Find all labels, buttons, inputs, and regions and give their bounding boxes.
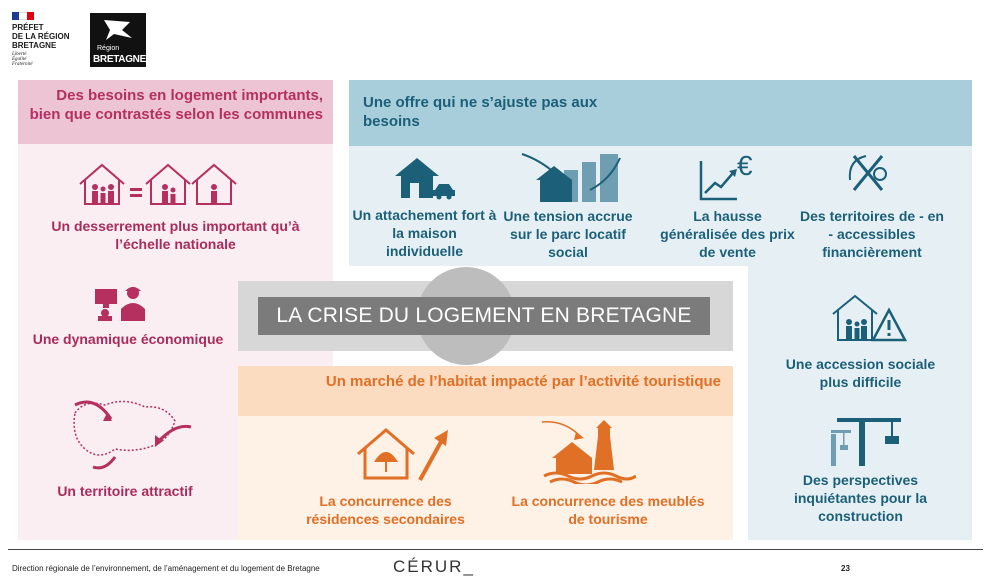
footer-divider — [8, 549, 983, 550]
left-item-3-label: Un territoire attractif — [57, 483, 193, 499]
right-item-1-label: Une accession sociale plus difficile — [785, 356, 936, 390]
cerur-logo: CÉRUR_ — [393, 557, 475, 576]
left-item-2-label: Une dynamique économique — [32, 331, 224, 347]
prefet-line-2: DE LA RÉGION — [12, 32, 70, 41]
ermine-icon — [100, 16, 136, 44]
brittany-map-arrows-icon — [65, 393, 195, 473]
prefet-line-1: PRÉFET — [12, 23, 44, 32]
left-panel-title: Des besoins en logement importants, bien que contrastés selon les communes — [29, 87, 323, 123]
no-access-icon — [844, 150, 890, 196]
prefet-logo — [12, 12, 92, 67]
house-car-icon — [393, 156, 457, 200]
region-logo-line1: Région — [97, 45, 120, 52]
region-logo-line2: BRETAGNE — [93, 54, 146, 65]
bottom-panel-header — [238, 366, 733, 416]
crane-icon — [829, 414, 905, 466]
price-rise-euro-icon — [697, 147, 761, 203]
motto-line-1: Liberté — [12, 52, 27, 57]
crisis-title: LA CRISE DU LOGEMENT EN BRETAGNE — [258, 297, 710, 335]
bottom-item-2-label: La concurrence des meublés de tourisme — [511, 493, 705, 527]
house-family-equals-icon — [78, 162, 238, 208]
region-bretagne-logo — [90, 13, 146, 67]
bottom-item-1-label: La concurrence des résidences secondaires — [306, 493, 465, 527]
top-item-3-label: La hausse généralisée des prix de vente — [660, 208, 795, 260]
left-item-1-label: Un desserrement plus important qu’à l’échelle nationale — [51, 218, 300, 252]
motto-line-3: Fraternité — [12, 62, 33, 67]
left-panel-header — [18, 80, 333, 144]
bottom-panel-title: Un marché de l’habitat impacté par l’activité touristique — [325, 373, 721, 390]
top-item-2-label: Une tension accrue sur le parc locatif social — [503, 208, 633, 260]
right-item-2-label: Des perspectives inquiétantes pour la construction — [793, 472, 927, 524]
svg-text:€: € — [737, 150, 753, 181]
page-number: 23 — [841, 564, 850, 573]
house-umbrella-arrow-icon — [356, 426, 452, 482]
french-flag-icon — [12, 12, 34, 20]
house-warning-icon — [829, 292, 909, 344]
motto-line-2: Égalité — [12, 57, 27, 62]
office-workers-icon — [93, 283, 153, 321]
top-panel-header — [349, 80, 972, 146]
top-item-4-label: Des territoires de - en - accessibles financièrement — [800, 208, 944, 260]
top-panel-title: Une offre qui ne s’ajuste pas aux besoins — [363, 94, 598, 130]
footer-text: Direction régionale de l’environnement, de l’aménagement et du logement de Bretagne — [12, 564, 320, 573]
top-item-1-label: Un attachement fort à la maison individuelle — [352, 207, 497, 259]
prefet-line-3: BRETAGNE — [12, 41, 57, 50]
housing-tension-icon — [520, 150, 624, 202]
lighthouse-house-icon — [540, 418, 636, 484]
